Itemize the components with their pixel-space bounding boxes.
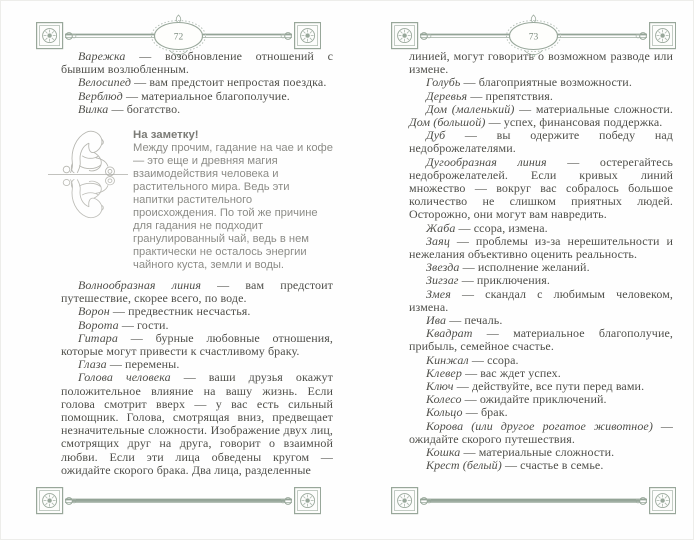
rosette-ornament-icon xyxy=(392,23,418,49)
entry-term: Заяц xyxy=(426,233,450,248)
entry-term: Кольцо xyxy=(426,405,463,420)
page-73 xyxy=(391,1,679,540)
dictionary-entry xyxy=(409,129,673,155)
entry-definition: — приключения. xyxy=(458,273,550,288)
entry-definition: — остерегайтесь недоброжелателей. Если кривых линий множество — вокруг вас собралось большое количество не слишком приятных людей. Осторожно, они могут вам навредить. xyxy=(409,154,674,222)
dictionary-entries xyxy=(409,50,673,473)
entry-term: Дом (маленький) xyxy=(426,101,515,116)
entry-term: Крест (белый) xyxy=(426,458,502,473)
entry-definition: — перемены. xyxy=(106,357,180,372)
entry-term: Вилка xyxy=(78,101,109,116)
dictionary-entries-top xyxy=(61,50,333,116)
dictionary-entry xyxy=(409,288,673,314)
entry-definition: — возобновление отношений с бывшим возлюбленным. xyxy=(61,49,333,77)
entry-definition: — предвестник несчастья. xyxy=(109,304,251,319)
entry-term: Ива xyxy=(426,313,447,328)
entry-definition: — ваши друзья окажут положительное влияние на вашу жизнь. Если голова смотрит вверх — у вас есть сильный помощник. Голова, смотрящая вниз, предвещает незначительные сложности. Изображение двух лиц, смотрящих друг на друга, говорит о взаимной любви. Если эти лица обведены кругом — ожидайте скорого брака. Два лица, разделенные xyxy=(61,370,333,477)
entry-definition: — печаль. xyxy=(446,313,503,328)
entry-term: Клевер xyxy=(426,365,462,380)
entry-definition: — препятствия. xyxy=(467,88,554,103)
entry-term: Звезда xyxy=(426,260,460,275)
entry-definition: — ожидайте приключений. xyxy=(461,392,607,407)
rosette-ornament-icon xyxy=(650,488,676,514)
dictionary-entry xyxy=(409,327,673,353)
entry-term: Кинжал xyxy=(426,352,469,367)
entry-definition: — ссора. xyxy=(468,352,519,367)
rosette-ornament-icon xyxy=(37,23,63,49)
rosette-ornament-icon xyxy=(295,488,321,514)
entry-term: Ключ xyxy=(426,379,454,394)
entry-definition: — счастье в семье. xyxy=(501,458,604,473)
entry-definition: — гости. xyxy=(118,317,169,332)
entry-definition: — успех, финансовая поддержка. xyxy=(485,115,663,130)
entry-definition: линией, могут говорить о возможном разводе или измене. xyxy=(409,49,673,77)
entry-term: Голубь xyxy=(426,75,461,90)
dictionary-entry xyxy=(409,459,673,472)
entry-definition: — ссора, измена. xyxy=(455,220,548,235)
page-72-text-column xyxy=(61,50,333,477)
page-73-text-column xyxy=(409,50,673,473)
entry-definition: — материальное благополучие. xyxy=(122,88,290,103)
dictionary-entry xyxy=(409,420,673,446)
entry-definition: — брак. xyxy=(462,405,508,420)
entry-term: Змея xyxy=(426,286,451,301)
entry-term: Голова человека xyxy=(78,370,171,385)
entry-term: Волнообразная линия xyxy=(78,278,202,293)
entry-definition: — вы одержите победу над недоброжелателями. xyxy=(409,128,673,156)
note-box xyxy=(47,127,333,272)
entry-definition: — материальное благополучие, прибыль, семейное счастье. xyxy=(409,326,673,354)
entry-definition: — исполнение желаний. xyxy=(459,260,590,275)
rosette-ornament-icon xyxy=(392,488,418,514)
entry-term: Кошка xyxy=(426,445,461,460)
entry-definition: — проблемы из-за нерешительности и нежелания объективно оценить реальность. xyxy=(409,233,673,262)
entry-definition: — действуйте, все пути перед вами. xyxy=(453,379,645,394)
entry-definition: — скандал с любимым человеком, измена. xyxy=(409,286,673,314)
note-body: Между прочим, гадание на чае и кофе — это еще и древняя магия взаимодействия человека и растительного мира. Ведь эти напитки растительного происхождения. По той же причине для гадания не подходит гранулированный чай, ведь в нем практически не осталось энергии чайного куста, земли и воды. xyxy=(133,142,333,272)
dictionary-entry xyxy=(409,103,673,129)
entry-term: Гитара xyxy=(78,330,119,345)
entry-definition: — вас ждет успех. xyxy=(461,365,561,380)
entry-term: Деревья xyxy=(426,88,468,103)
entry-term: Верблюд xyxy=(78,88,123,103)
entry-definition: — материальные сложности. xyxy=(514,101,674,116)
rosette-ornament-icon xyxy=(37,488,63,514)
footer-ornament-left-page xyxy=(36,478,321,524)
entry-definition: — вам предстоит непростая поездка. xyxy=(131,75,327,90)
dictionary-entries-bottom xyxy=(61,279,333,477)
entry-definition: — богатство. xyxy=(108,101,181,116)
entry-term: Велосипед xyxy=(78,75,132,90)
page-72 xyxy=(36,1,336,540)
dictionary-entry xyxy=(61,103,333,116)
entry-definition: — вам предстоит путешествие, скорее всего, по воде. xyxy=(61,278,333,306)
dictionary-entry xyxy=(409,156,673,222)
dictionary-entry xyxy=(61,279,333,305)
tea-leaf-woman-illustration xyxy=(47,127,129,251)
entry-term: Дуб xyxy=(426,128,446,143)
entry-term: Корова (или другое рогатое животное) xyxy=(426,418,653,433)
entry-term: Колесо xyxy=(426,392,462,407)
rosette-ornament-icon xyxy=(295,23,321,49)
note-heading: На заметку! xyxy=(133,129,199,142)
dictionary-entry xyxy=(409,235,673,261)
dictionary-entry xyxy=(61,332,333,358)
page-number: 73 xyxy=(528,32,539,43)
footer-ornament-right-page xyxy=(391,478,676,524)
entry-term: Ворон xyxy=(78,304,110,319)
entry-term: Зигзаг xyxy=(426,273,459,288)
entry-term: Глаза xyxy=(78,357,107,372)
note-text-block xyxy=(133,127,333,272)
entry-definition: — благоприятные возможности. xyxy=(460,75,632,90)
entry-term: Варежка xyxy=(78,49,126,63)
entry-definition: — материальные сложности. xyxy=(460,445,615,460)
entry-term: Дом (большой) xyxy=(409,115,486,130)
dictionary-entry xyxy=(61,50,333,76)
entry-term: Ворота xyxy=(78,317,119,332)
entry-term: Жаба xyxy=(426,220,456,235)
dictionary-entry xyxy=(61,371,333,477)
entry-term: Квадрат xyxy=(426,326,473,341)
entry-term: Дугообразная линия xyxy=(426,154,547,169)
entry-definition: — ожидайте скорого путешествия. xyxy=(409,418,674,446)
page-number: 72 xyxy=(173,32,184,43)
dictionary-entry xyxy=(409,50,673,76)
rosette-ornament-icon xyxy=(650,23,676,49)
entry-definition: — бурные любовные отношения, которые могут привести к счастливому браку. xyxy=(61,330,333,359)
